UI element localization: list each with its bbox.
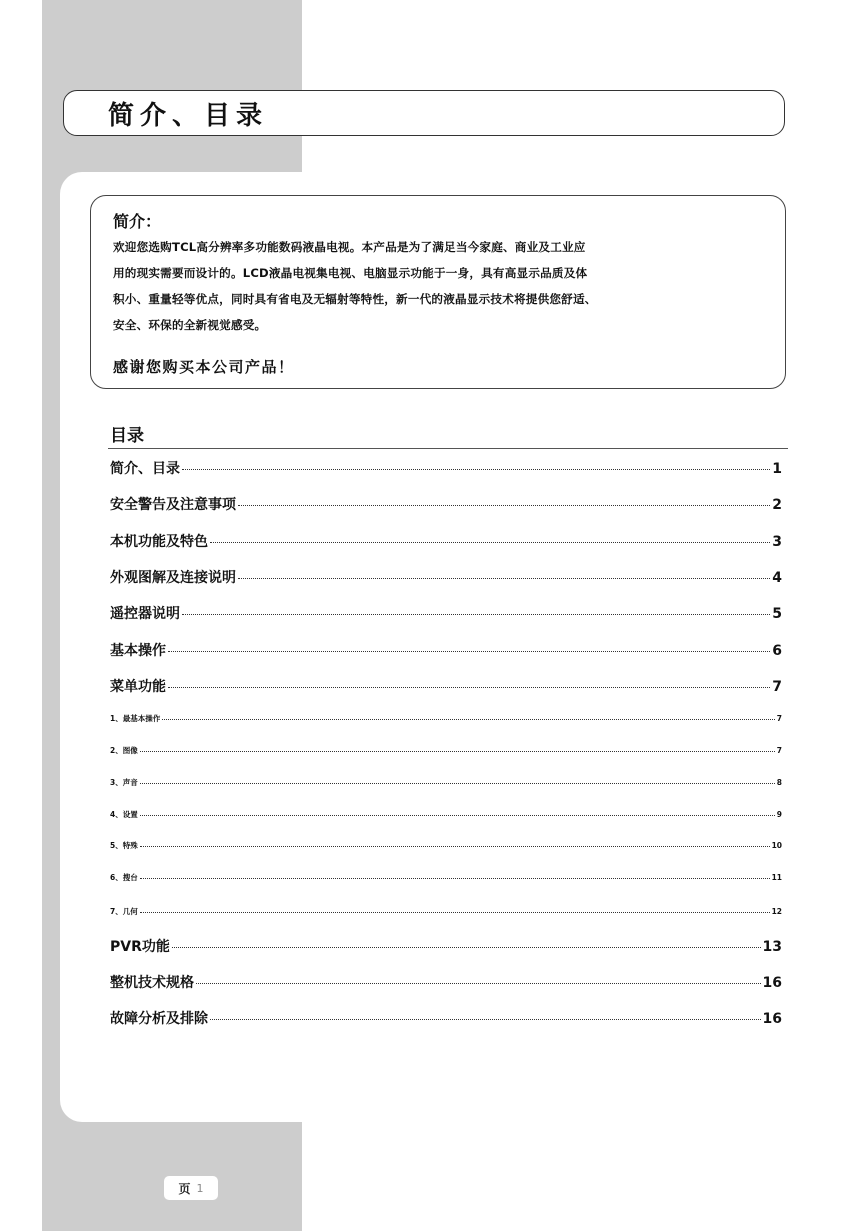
toc-subentry[interactable] [110,777,782,788]
toc-leader-dots [172,947,761,948]
toc-heading: 目录 [110,426,144,446]
toc-entry-page: 7 [776,714,782,723]
toc-entry-label: 2、图像 [110,746,138,755]
toc-leader-dots [168,687,770,688]
toc-entry[interactable] [110,936,782,956]
toc-entry-page: 1 [772,461,782,477]
toc-entry-label: 整机技术规格 [110,975,194,991]
toc-entry[interactable] [110,972,782,992]
toc-leader-dots [210,1019,761,1020]
toc-entry-page: 5 [772,606,782,622]
toc-entry-page: 16 [762,1011,782,1027]
toc-leader-dots [140,751,775,752]
toc-entry-label: 简介、目录 [110,461,180,477]
toc-subentry[interactable] [110,872,782,883]
intro-body [113,234,783,338]
toc-entry-page: 8 [776,778,782,787]
intro-line: 积小、重量轻等优点，同时具有省电及无辐射等特性，新一代的液晶显示技术将提供您舒适、 [113,292,597,306]
toc-entry-label: 故障分析及排除 [110,1011,208,1027]
toc-entry-page: 12 [771,907,782,916]
toc-entry-label: 本机功能及特色 [110,534,208,550]
toc-entry[interactable] [110,1008,782,1028]
page-title: 简介、目录 [108,101,269,131]
toc-entry-label: 安全警告及注意事项 [110,497,236,513]
toc-entry-label: 7、几何 [110,907,138,916]
toc-entry-label: 遥控器说明 [110,606,180,622]
toc-entry-label: 菜单功能 [110,679,166,695]
toc-subentry[interactable] [110,809,782,820]
toc-subentry[interactable] [110,840,782,851]
toc-entry-label: 外观图解及连接说明 [110,570,236,586]
toc-subentry[interactable] [110,745,782,756]
page-label: 页 [178,1181,191,1196]
intro-heading: 简介： [113,212,162,231]
toc-subentry[interactable] [110,906,782,917]
intro-line: 用的现实需要而设计的。LCD液晶电视集电视、电脑显示功能于一身，具有高显示品质及体 [113,266,588,280]
toc-leader-dots [140,878,770,879]
toc-entry[interactable] [110,494,782,514]
intro-line: 安全、环保的全新视觉感受。 [113,318,267,332]
toc-leader-dots [140,912,770,913]
toc-leader-dots [162,719,775,720]
toc-leader-dots [196,983,761,984]
thanks-text: 感谢您购买本公司产品！ [113,358,295,376]
toc-entry-label: 1、最基本操作 [110,714,161,723]
toc-leader-dots [140,846,770,847]
toc-entry-label: 基本操作 [110,643,166,659]
toc-entry[interactable] [110,458,782,478]
toc-leader-dots [168,651,770,652]
page-number-badge [164,1176,218,1200]
toc-leader-dots [182,469,770,470]
toc-entry-page: 6 [772,643,782,659]
toc-entry-label: 5、特殊 [110,841,138,850]
toc-entry-page: 11 [771,873,782,882]
toc-entry[interactable] [110,567,782,587]
toc-entry-page: 7 [772,679,782,695]
toc-entry[interactable] [110,531,782,551]
toc-entry-page: 3 [772,534,782,550]
toc-entry[interactable] [110,676,782,696]
toc-leader-dots [210,542,770,543]
page-number: 1 [196,1181,204,1195]
toc-entry-page: 7 [776,746,782,755]
toc-entry-page: 13 [762,939,782,955]
toc-divider [108,448,788,449]
toc-leader-dots [238,578,770,579]
toc-entry-label: 3、声音 [110,778,138,787]
toc-entry-label: 6、搜台 [110,873,138,882]
toc-entry-page: 10 [771,841,782,850]
toc-entry-page: 2 [772,497,782,513]
toc-entry[interactable] [110,640,782,660]
toc-entry-page: 4 [772,570,782,586]
toc-leader-dots [238,505,770,506]
toc-entry-label: 4、设置 [110,810,138,819]
intro-line: 欢迎您选购TCL高分辨率多功能数码液晶电视。本产品是为了满足当今家庭、商业及工业应 [113,240,586,254]
toc-leader-dots [140,815,775,816]
toc-entry[interactable] [110,603,782,623]
toc-entry-label: PVR功能 [110,939,170,955]
toc-entry-page: 9 [776,810,782,819]
toc-leader-dots [140,783,775,784]
toc-leader-dots [182,614,770,615]
toc-subentry[interactable] [110,713,782,724]
toc-entry-page: 16 [762,975,782,991]
